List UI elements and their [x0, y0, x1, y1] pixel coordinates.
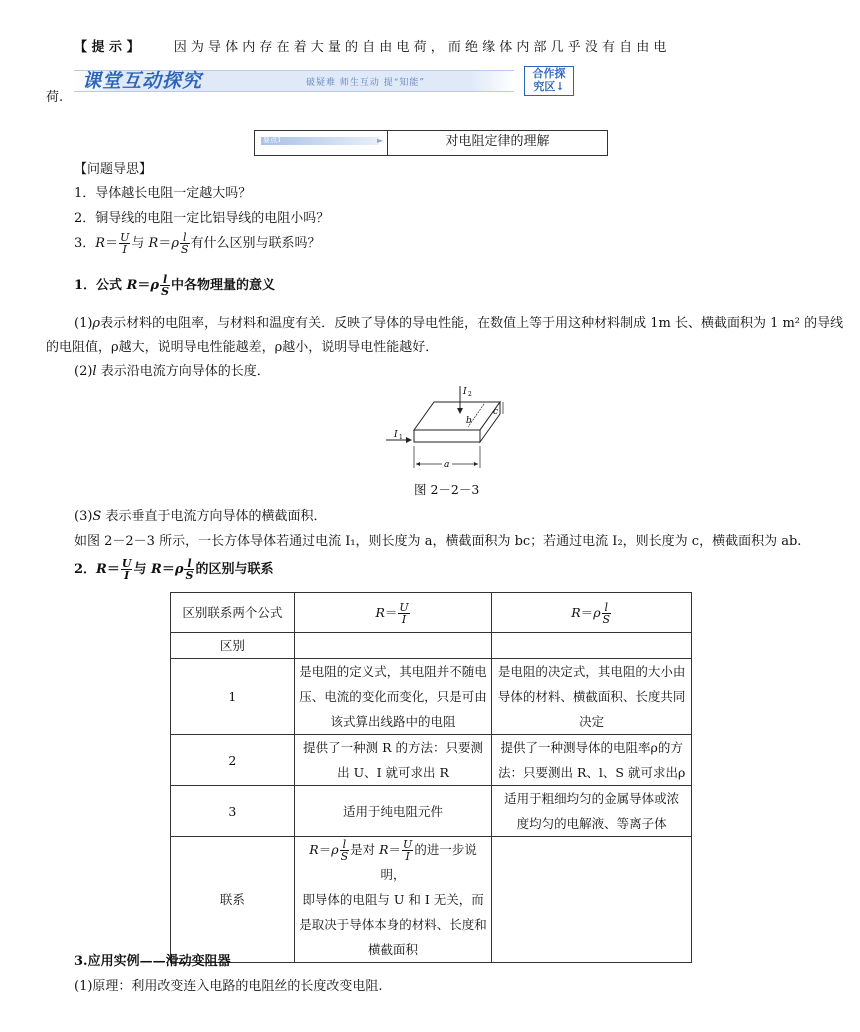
- banner-title: 课堂互动探究: [82, 70, 203, 92]
- table-row: [171, 786, 692, 837]
- table-row: [171, 593, 692, 633]
- table-cell: 2: [171, 735, 295, 786]
- table-row: [171, 837, 692, 963]
- hint-label: 【 提 示 】: [74, 40, 140, 55]
- sec3-p1: (1)原理：利用改变连入电路的电阻丝的长度改变电阻.: [74, 979, 383, 994]
- sec1-heading: 1．公式 R＝ρ $\frac{l}{S}$ 中各物理量的意义: [74, 273, 276, 298]
- svg-text:c: c: [493, 407, 499, 417]
- p2-text: 表示沿电流方向导体的长度．: [100, 364, 270, 379]
- sec3-heading: 3.应用实例——滑动变阻器: [74, 954, 231, 969]
- sec1-p2: (2)l 表示沿电流方向导体的长度．: [74, 364, 270, 379]
- fraction-l-s: $\frac{l}{S}$: [180, 231, 189, 256]
- sec1-p4: 如图 2－2－3 所示，一长方体导体若通过电流 I₁，则长度为 a，横截面积为 bc；若通过电流 I₂，则长度为 c，横截面积为 ab.: [74, 534, 802, 549]
- sec2-heading: 2．R＝ $\frac{U}{I}$ 与 R＝ρ $\frac{l}{S}$ 的区别与联系: [74, 557, 274, 582]
- hint-text: 因 为 导 体 内 存 在 着 大 量 的 自 由 电 荷 ， 而 绝 缘 体 内 部 几 乎 没 有 自 由 电: [173, 40, 667, 55]
- table-cell: 1: [171, 659, 295, 735]
- table-cell: 区别: [171, 633, 295, 659]
- arrow-head-icon: ►: [377, 136, 384, 145]
- table-row: [171, 735, 692, 786]
- fraction-u-i: $\frac{U}{I}$: [120, 231, 130, 256]
- table-cell: R＝ρ $\frac{l}{S}$ 是对 R＝ $\frac{U}{I}$ 的进一步说明， 即导体的电阻与 U 和 I 无关，而 是取决于导体本身的材料、长度和 横截面积: [294, 837, 492, 963]
- figure-caption: 图 2－2－3: [414, 482, 480, 497]
- table-cell: 提供了一种测导体的电阻率ρ的方 法：只要测出 R、l、S 就可求出ρ: [492, 735, 692, 786]
- guide-q1: 1．导体越长电阻一定越大吗？: [74, 186, 252, 201]
- guide-q2: 2．铜导线的电阻一定比铝导线的电阻小吗？: [74, 211, 330, 226]
- sec1-p3: (3)S 表示垂直于电流方向导体的横截面积．: [74, 509, 327, 524]
- sec1-heading-prefix: 1．公式: [74, 278, 123, 293]
- fraction-l-s: $\frac{l}{S}$: [185, 557, 194, 582]
- table-row: [171, 633, 692, 659]
- table-header-formula-2: R＝ρ $\frac{l}{S}$: [492, 593, 692, 633]
- hint-cont: 荷.: [46, 90, 64, 105]
- sec1-p1-line1: (1)ρ表示材料的电阻率，与材料和温度有关．反映了导体的导电性能，在数值上等于用这种材料制成 1m 长、横截面积为 1 m² 的导线: [74, 316, 844, 331]
- q3-prefix: 3．: [74, 236, 96, 251]
- q3-suffix: 有什么区别与联系吗？: [190, 236, 321, 251]
- banner-badge: [524, 66, 574, 96]
- table-cell: 提供了一种测 R 的方法：只要测 出 U、I 就可求出 R: [294, 735, 492, 786]
- table-cell: 适用于纯电阻元件: [294, 786, 492, 837]
- table-cell: 联系: [171, 837, 295, 963]
- p3-text: 表示垂直于电流方向导体的横截面积．: [105, 509, 327, 524]
- table-cell: 3: [171, 786, 295, 837]
- topic-title: 对电阻定律的理解: [445, 134, 550, 149]
- topic-box: [254, 130, 608, 156]
- sec1-p1-line2: 的电阻值，ρ越大，说明导电性能越差，ρ越小，说明导电性能越好．: [46, 340, 439, 355]
- sec2-heading-suffix: 的区别与联系: [195, 562, 274, 577]
- guide-heading: 【问题导思】: [74, 162, 153, 177]
- svg-text:b: b: [466, 416, 472, 426]
- sec1-heading-suffix: 中各物理量的意义: [171, 278, 276, 293]
- fraction-l-s: $\frac{l}{S}$: [161, 273, 170, 298]
- table-cell: 适用于粗细均匀的金属导体或浓 度均匀的电解液、等离子体: [492, 786, 692, 837]
- svg-text:a: a: [444, 460, 450, 470]
- hint-line: [74, 36, 666, 55]
- table-header-formula-1: R＝ $\frac{U}{I}$: [294, 593, 492, 633]
- p1-line1-text: 表示材料的电阻率，与材料和温度有关．反映了导体的导电性能，在数值上等于用这种材料制成 1m 长、横截面积为 1 m² 的导线: [100, 316, 844, 331]
- table-row: [171, 659, 692, 735]
- guide-q3: 3．R＝ $\frac{U}{I}$ 与 R＝ρ $\frac{l}{S}$ 有什么区别与联系吗？: [74, 231, 321, 256]
- svg-text:I: I: [463, 387, 467, 397]
- comparison-table: [170, 592, 692, 963]
- cuboid-figure: [384, 384, 508, 474]
- fraction-u-i: $\frac{U}{I}$: [121, 557, 132, 582]
- svg-text:1: 1: [399, 434, 403, 441]
- table-cell: 是电阻的决定式，其电阻的大小由 导体的材料、横截面积、长度共同 决定: [492, 659, 692, 735]
- topic-label: 要点1: [263, 136, 282, 144]
- badge-line1: 合作探: [532, 67, 566, 80]
- badge-line2: 究区↓: [533, 80, 565, 93]
- section-banner: [74, 66, 574, 96]
- sec2-heading-prefix: 2．: [74, 562, 97, 577]
- svg-text:2: 2: [468, 391, 472, 398]
- svg-text:I: I: [394, 430, 398, 440]
- table-cell: 是电阻的定义式，其电阻并不随电 压、电流的变化而变化，只是可由 该式算出线路中的电阻: [294, 659, 492, 735]
- table-header-cell: 区别联系两个公式: [171, 593, 295, 633]
- topic-label-cell: [255, 131, 388, 155]
- banner-slogan: 破疑难 师生互动 提“知能”: [306, 78, 425, 88]
